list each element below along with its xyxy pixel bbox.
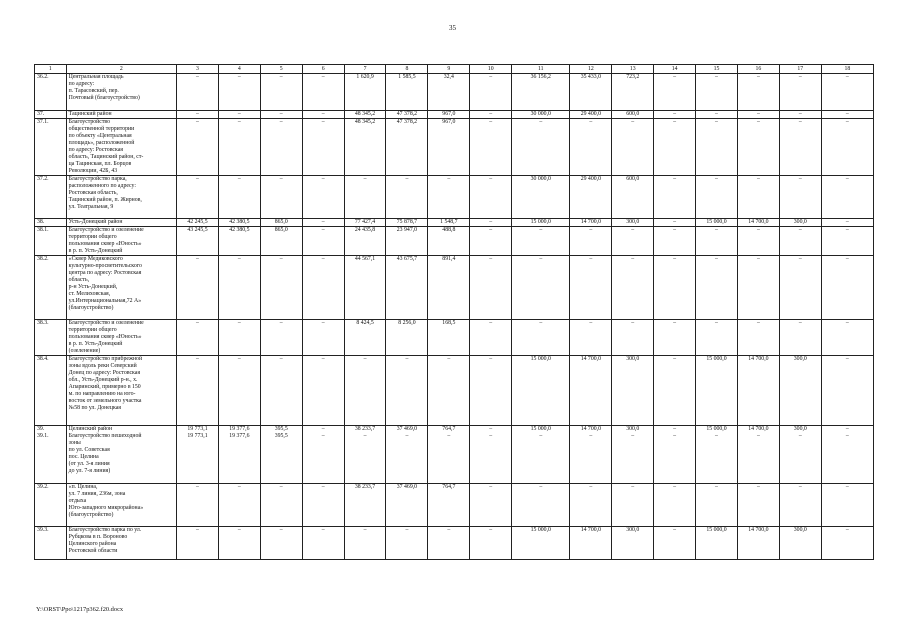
value-cell: 75 878,7 [386,219,428,227]
column-number-cell: 11 [512,65,570,74]
value-cell: – [737,320,779,356]
value-cell: – [654,176,696,219]
table-row [35,356,874,426]
page-number: 35 [449,24,456,32]
value-cell: – [737,484,779,527]
value-cell: – [470,119,512,176]
value-cell: – [177,484,219,527]
value-cell: 38 233,7 – [344,426,386,484]
value-cell: – – [821,426,873,484]
value-cell: 891,4 [428,256,470,320]
value-cell: 15 000,0 [512,527,570,560]
value-cell: – [302,527,344,560]
value-cell: 14 700,0 – [570,426,612,484]
value-cell: – [470,256,512,320]
value-cell: – [218,176,260,219]
value-cell: – [654,119,696,176]
value-cell: 15 000,0 [512,356,570,426]
value-cell: 967,0 [428,111,470,119]
value-cell: – [218,256,260,320]
value-cell: 42 245,5 [177,219,219,227]
value-cell: 29 400,0 [570,111,612,119]
value-cell: – [821,219,873,227]
value-cell: 37 469,0 – [386,426,428,484]
value-cell: – [654,219,696,227]
table-row [35,176,874,219]
value-cell: – [470,176,512,219]
value-cell: – [177,176,219,219]
table-row [35,227,874,256]
value-cell: 29 400,0 [570,176,612,219]
value-cell: – [260,74,302,111]
column-number-cell: 12 [570,65,612,74]
row-name-cell: «Сквер Медиковского культурно-просветительского центра по адресу: Ростовская область, р-н Усть-Донецкий, ст. Мелиховская, ул.Интернациональная,72 А» (благоустройство) [66,256,176,320]
value-cell: – [177,256,219,320]
value-cell: – [218,356,260,426]
value-cell: 300,0 – [779,426,821,484]
value-cell: – [470,356,512,426]
value-cell: – [218,527,260,560]
value-cell: – [821,527,873,560]
value-cell: – [470,527,512,560]
value-cell: 37 469,0 [386,484,428,527]
value-cell: – [696,320,738,356]
value-cell: 395,5 395,5 [260,426,302,484]
value-cell: – [654,74,696,111]
value-cell: 36 156,2 [512,74,570,111]
value-cell: 764,7 – [428,426,470,484]
row-number-cell: 38.3. [35,320,67,356]
value-cell: 600,0 [612,111,654,119]
value-cell: – [260,484,302,527]
document-file-path: Y:\ORST\Ppo\1217p362.f20.docx [36,606,124,613]
value-cell: – [302,219,344,227]
value-cell: – [779,111,821,119]
value-cell: – [512,320,570,356]
row-number-cell: 37.2. [35,176,67,219]
value-cell: – [821,356,873,426]
row-number-cell: 39.2. [35,484,67,527]
value-cell: 14 700,0 [737,356,779,426]
column-number-cell: 10 [470,65,512,74]
column-number-cell: 3 [177,65,219,74]
value-cell: 764,7 [428,484,470,527]
value-cell: 300,0 [612,219,654,227]
value-cell: – [821,227,873,256]
value-cell: – [779,227,821,256]
column-number-cell: 14 [654,65,696,74]
value-cell: – [696,227,738,256]
value-cell: – [654,356,696,426]
row-number-cell: 39.3. [35,527,67,560]
row-name-cell: Благоустройство парка, расположенного по адресу: Ростовская область, Тацинский район, п. Жирнов, ул. Театральная, 9 [66,176,176,219]
value-cell: – [612,256,654,320]
value-cell: – – [470,426,512,484]
value-cell: 77 427,4 [344,219,386,227]
value-cell: – [260,119,302,176]
value-cell: – [696,256,738,320]
value-cell: 48 345,2 [344,111,386,119]
value-cell: – [218,320,260,356]
row-name-cell: Благоустройство и озеленение территории общего пользования сквер «Юность» в р. п. Усть-Донецкий [66,227,176,256]
value-cell: 8 424,5 [344,320,386,356]
value-cell: 19 773,1 19 773,1 [177,426,219,484]
value-cell: 43 675,7 [386,256,428,320]
table-row [35,111,874,119]
value-cell: – [218,119,260,176]
value-cell: – [821,111,873,119]
value-cell: 42 380,5 [218,227,260,256]
value-cell: – [696,74,738,111]
value-cell: – [779,119,821,176]
value-cell: – [821,74,873,111]
value-cell: – [218,74,260,111]
column-number-cell: 17 [779,65,821,74]
value-cell: – [177,111,219,119]
value-cell: – [218,484,260,527]
value-cell: – [696,484,738,527]
value-cell: – [612,227,654,256]
column-number-cell: 9 [428,65,470,74]
value-cell: 15 000,0 – [696,426,738,484]
row-name-cell: «п. Целина, ул. 7 линия, 236м, зона отдыха Юго-западного микрорайона» (благоустройство) [66,484,176,527]
value-cell: 47 378,2 [386,119,428,176]
value-cell: 30 000,0 [512,176,570,219]
value-cell: 15 000,0 [696,527,738,560]
value-cell: 15 000,0 – [512,426,570,484]
value-cell: 47 378,2 [386,111,428,119]
value-cell: 488,8 [428,227,470,256]
value-cell: – [470,74,512,111]
value-cell: 600,0 [612,176,654,219]
value-cell: – [779,256,821,320]
value-cell: – [654,256,696,320]
value-cell: – [428,356,470,426]
value-cell: – [386,527,428,560]
value-cell: – [737,227,779,256]
row-number-cell: 39. 39.1. [35,426,67,484]
value-cell: – [218,111,260,119]
value-cell: – [821,484,873,527]
column-number-cell: 8 [386,65,428,74]
value-cell: – [612,320,654,356]
value-cell: – [302,356,344,426]
value-cell: 32,4 [428,74,470,111]
value-cell: – [737,176,779,219]
value-cell: 300,0 [779,356,821,426]
value-cell: – [302,176,344,219]
value-cell: 14 700,0 [570,527,612,560]
table-row [35,119,874,176]
row-number-cell: 38.4. [35,356,67,426]
value-cell: – [302,320,344,356]
value-cell: 1 620,9 [344,74,386,111]
value-cell: – [470,484,512,527]
value-cell: – [737,74,779,111]
value-cell: – [696,111,738,119]
value-cell: 1 548,7 [428,219,470,227]
value-cell: 14 700,0 [570,356,612,426]
value-cell: 35 433,0 [570,74,612,111]
column-number-cell: 5 [260,65,302,74]
value-cell: – [570,320,612,356]
value-cell: – [177,320,219,356]
table-row [35,527,874,560]
value-cell: – [512,227,570,256]
row-number-cell: 37.1. [35,119,67,176]
column-number-row [35,65,874,74]
value-cell: – [737,111,779,119]
value-cell: – [428,527,470,560]
table-row [35,426,874,484]
value-cell: – [302,74,344,111]
value-cell: 15 000,0 [696,219,738,227]
value-cell: – [570,119,612,176]
value-cell: 43 245,5 [177,227,219,256]
value-cell: – [302,227,344,256]
column-number-cell: 13 [612,65,654,74]
column-number-cell: 2 [66,65,176,74]
row-name-cell: Благоустройство парка по ул. Рубцкова в п. Вороново Целинского района Ростовской области [66,527,176,560]
value-cell: – [177,356,219,426]
value-cell: 300,0 [612,356,654,426]
value-cell: 1 585,5 [386,74,428,111]
row-name-cell: Усть-Донецкий район [66,219,176,227]
value-cell: – [302,484,344,527]
value-cell: – [302,111,344,119]
value-cell: 865,0 [260,219,302,227]
value-cell: 15 000,0 [512,219,570,227]
column-number-cell: 1 [35,65,67,74]
value-cell: – [302,119,344,176]
value-cell: 14 700,0 [737,527,779,560]
value-cell: – [344,356,386,426]
value-cell: – [470,227,512,256]
value-cell: – [821,320,873,356]
value-cell: – [779,74,821,111]
row-name-cell: Благоустройство прибрежной зоны вдоль реки Северский Донец по адресу: Ростовская обл., Усть-Донецкий р-н., х. Апаринский, примерно в 150 м. по направлению на юго- восток от земельного участка №58 по ул. Донецкая [66,356,176,426]
table-row [35,219,874,227]
value-cell: – [570,256,612,320]
value-cell: – [654,527,696,560]
value-cell: 865,0 [260,227,302,256]
value-cell: 23 947,0 [386,227,428,256]
value-cell: – [779,484,821,527]
value-cell: – [177,527,219,560]
value-cell: 14 700,0 [737,219,779,227]
row-number-cell: 36.2. [35,74,67,111]
column-number-cell: 7 [344,65,386,74]
value-cell: 38 233,7 [344,484,386,527]
value-cell: – [260,256,302,320]
value-cell: – [344,527,386,560]
value-cell: – [302,256,344,320]
row-number-cell: 38.2. [35,256,67,320]
column-number-cell: 16 [737,65,779,74]
value-cell: – [821,256,873,320]
column-number-cell: 18 [821,65,873,74]
row-name-cell: Центральная площадь по адресу: п. Тарасовский, пер. Почтовый (благоустройство) [66,74,176,111]
value-cell: – [260,111,302,119]
value-cell: – [737,256,779,320]
row-number-cell: 37. [35,111,67,119]
value-cell: 723,2 [612,74,654,111]
value-cell: – [260,527,302,560]
value-cell: 19 377,6 19 377,6 [218,426,260,484]
value-cell: 300,0 – [612,426,654,484]
budget-table [34,64,874,560]
value-cell: – [696,176,738,219]
value-cell: – [570,227,612,256]
value-cell: 44 567,1 [344,256,386,320]
value-cell: – [696,119,738,176]
value-cell: – [344,176,386,219]
value-cell: – [654,484,696,527]
row-name-cell: Благоустройство общественной территории по объекту «Центральная площадь», расположенной по адресу: Ростовская область, Тацинский район, ст- ца Тацинская, пл. Борцов Революции, 42Б, 43 [66,119,176,176]
value-cell: – [260,176,302,219]
value-cell: 967,0 [428,119,470,176]
value-cell: 14 700,0 – [737,426,779,484]
row-name-cell: Целинский район Благоустройство пешеходной зоны по ул. Советская пос. Целина (от ул. 3-я линия до ул. 7-я линия) [66,426,176,484]
table-row [35,484,874,527]
value-cell: – [470,320,512,356]
value-cell: 8 256,0 [386,320,428,356]
value-cell: 42 380,5 [218,219,260,227]
value-cell: – [260,320,302,356]
value-cell: 48 345,2 [344,119,386,176]
value-cell: 30 000,0 [512,111,570,119]
value-cell: 14 700,0 [570,219,612,227]
value-cell: – [654,111,696,119]
value-cell: 300,0 [612,527,654,560]
value-cell: – – [302,426,344,484]
value-cell: – [612,484,654,527]
value-cell: – [654,320,696,356]
value-cell: – [512,484,570,527]
value-cell: – [779,320,821,356]
value-cell: – [177,119,219,176]
column-number-cell: 15 [696,65,738,74]
value-cell: – [821,176,873,219]
table-row [35,256,874,320]
row-number-cell: 38.1. [35,227,67,256]
value-cell: – [470,111,512,119]
value-cell: – [512,119,570,176]
value-cell: 168,5 [428,320,470,356]
row-name-cell: Тацинский район [66,111,176,119]
value-cell: – [512,256,570,320]
row-number-cell: 38. [35,219,67,227]
value-cell: – [177,74,219,111]
value-cell: – [821,119,873,176]
value-cell: – [737,119,779,176]
column-number-cell: 6 [302,65,344,74]
value-cell: – [570,484,612,527]
table-body [35,74,874,560]
value-cell: – [386,356,428,426]
value-cell: – [779,176,821,219]
value-cell: – [654,227,696,256]
table-row [35,74,874,111]
value-cell: – [470,219,512,227]
value-cell: – [386,176,428,219]
value-cell: – [260,356,302,426]
value-cell: 15 000,0 [696,356,738,426]
table-row [35,320,874,356]
row-name-cell: Благоустройство и озеленение территории общего пользования сквер «Юность» в р. п. Усть-Донецкий (озеленение) [66,320,176,356]
value-cell: 24 435,8 [344,227,386,256]
table-header [35,65,874,74]
value-cell: 300,0 [779,219,821,227]
column-number-cell: 4 [218,65,260,74]
value-cell: – – [654,426,696,484]
value-cell: – [612,119,654,176]
value-cell: – [428,176,470,219]
value-cell: 300,0 [779,527,821,560]
